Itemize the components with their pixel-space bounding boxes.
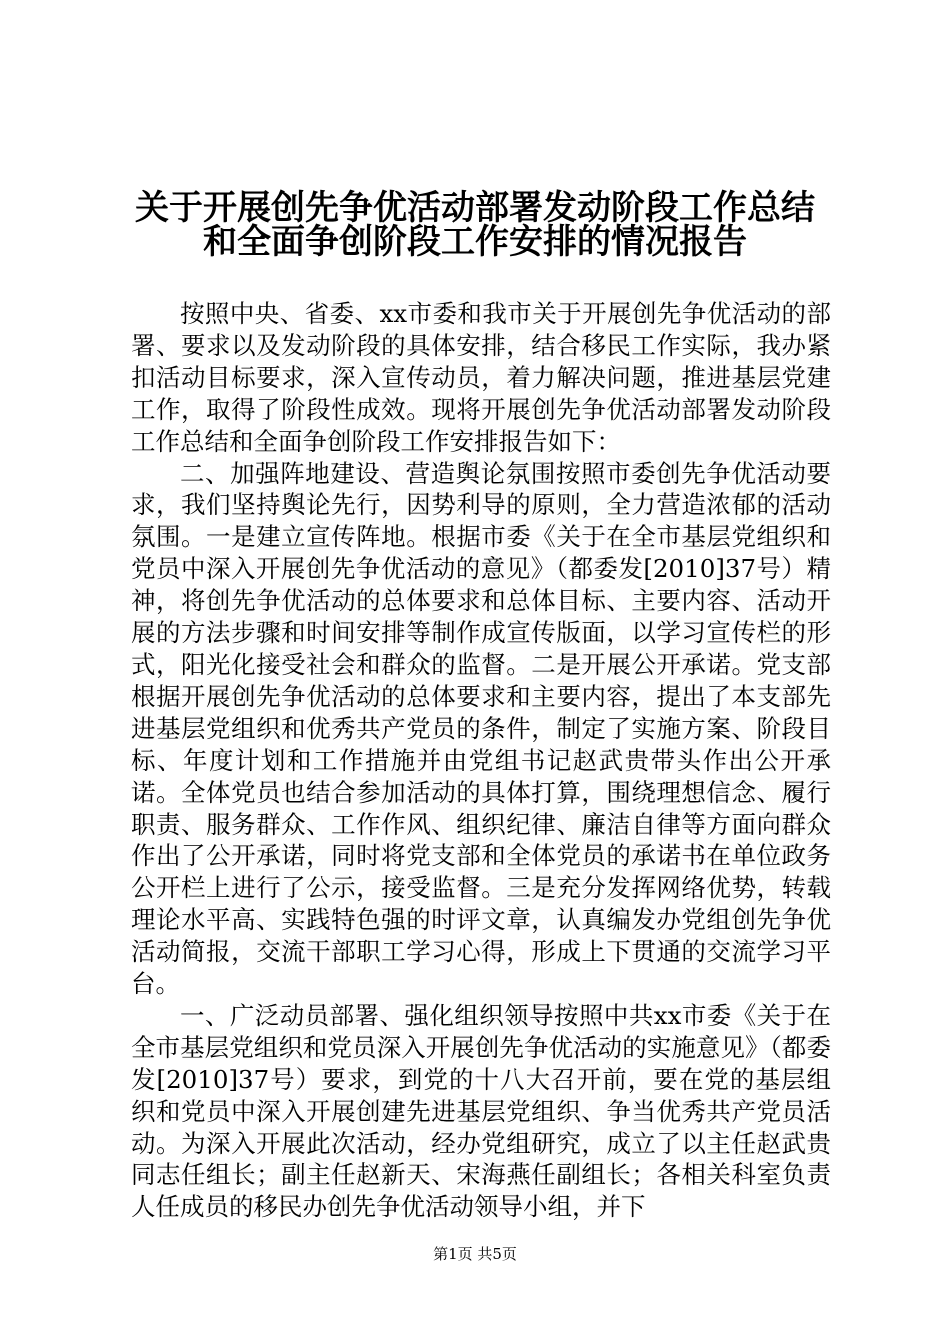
document-title-line-2: 和全面争创阶段工作安排的情况报告 [203, 222, 747, 262]
paragraph-section-2: 二、加强阵地建设、营造舆论氛围按照市委创先争优活动要求，我们坚持舆论先行，因势利导的原则，全力营造浓郁的活动氛围。一是建立宣传阵地。根据市委《关于在全市基层党组织和党员中深入开展创先争优活动的意见》（都委发[2010]37号）精神，将创先争优活动的总体要求和总体目标、主要内容、活动开展的方法步骤和时间安排等制作成宣传版面，以学习宣传栏的形式，阳光化接受社会和群众的监督。二是开展公开承诺。党支部根据开展创先争优活动的总体要求和主要内容，提出了本支部先进基层党组织和优秀共产党员的条件，制定了实施方案、阶段目标、年度计划和工作措施并由党组书记赵武贵带头作出公开承诺。全体党员也结合参加活动的具体打算，围绕理想信念、履行职责、服务群众、工作作风、组织纪律、廉洁自律等方面向群众作出了公开承诺，同时将党支部和全体党员的承诺书在单位政务公开栏上进行了公示，接受监督。三是充分发挥网络优势，转载理论水平高、实践特色强的时评文章，认真编发办党组创先争优活动简报，交流干部职工学习心得，形成上下贯通的交流学习平台。 [131, 458, 831, 999]
paragraph-section-1: 一、广泛动员部署、强化组织领导按照中共xx市委《关于在全市基层党组织和党员深入开展创先争优活动的实施意见》（都委发[2010]37号）要求，到党的十八大召开前，要在党的基层组织和党员中深入开展创建先进基层党组织、争当优秀共产党员活动。为深入开展此次活动，经办党组研究，成立了以主任赵武贵同志任组长；副主任赵新天、宋海燕任副组长；各相关科室负责人任成员的移民办创先争优活动领导小组，并下 [131, 1000, 831, 1222]
document-title-line-1: 关于开展创先争优活动部署发动阶段工作总结 [135, 188, 815, 228]
document-body [131, 298, 831, 1223]
paragraph-intro: 按照中央、省委、xx市委和我市关于开展创先争优活动的部署、要求以及发动阶段的具体安排，结合移民工作实际，我办紧扣活动目标要求，深入宣传动员，着力解决问题，推进基层党建工作，取得了阶段性成效。现将开展创先争优活动部署发动阶段工作总结和全面争创阶段工作安排报告如下： [131, 299, 831, 456]
page-footer: 第1页 共5页 [433, 1245, 517, 1263]
